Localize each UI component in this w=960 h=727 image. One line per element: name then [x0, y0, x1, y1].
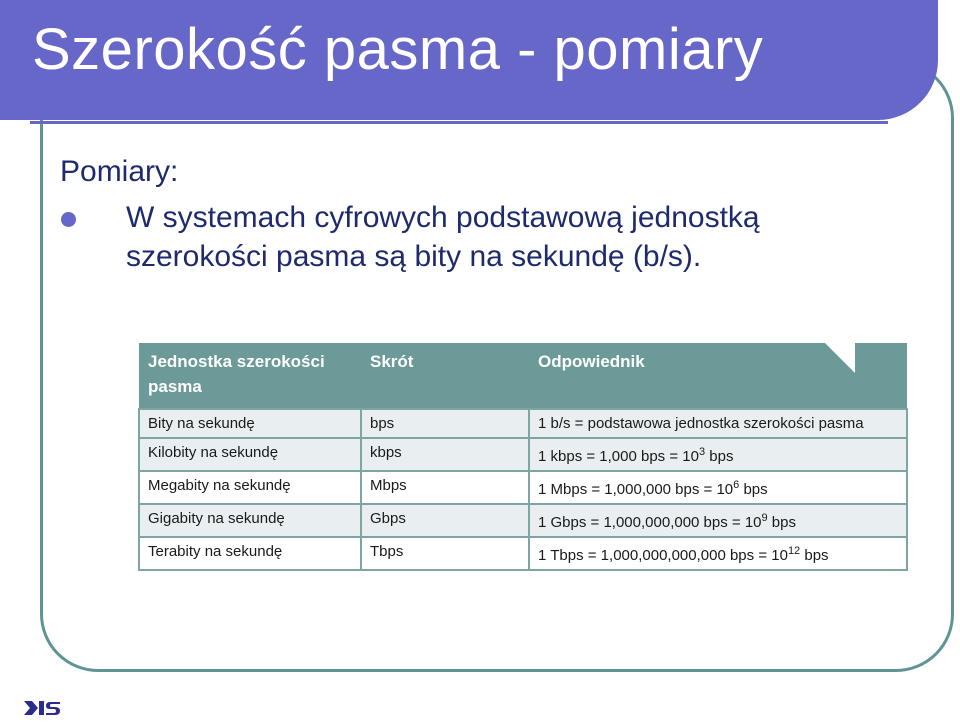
title-underline [30, 121, 888, 124]
exponent: 9 [761, 512, 768, 524]
table-row [139, 409, 907, 438]
header-abbr: Skrót [361, 343, 529, 409]
dis-logo-icon [22, 697, 62, 719]
unit-suffix: bps [767, 514, 796, 531]
table-row [139, 504, 907, 537]
equivalent-text: 1 Tbps = 1,000,000,000,000 bps = 10 [538, 547, 788, 564]
table-header-row [139, 343, 907, 409]
cell-equivalent [529, 471, 907, 504]
exponent: 6 [733, 479, 740, 491]
cell-abbr: kbps [361, 438, 529, 471]
bandwidth-table [138, 343, 864, 571]
cell-equivalent [529, 537, 907, 570]
cell-unit: Gigabity na sekundę [139, 504, 361, 537]
cell-abbr: Tbps [361, 537, 529, 570]
unit-suffix: bps [705, 448, 734, 465]
table-row [139, 537, 907, 570]
unit-suffix: bps [800, 547, 829, 564]
cell-equivalent [529, 438, 907, 471]
equivalent-text: 1 Mbps = 1,000,000 bps = 10 [538, 481, 734, 498]
cell-abbr: Mbps [361, 471, 529, 504]
slide-title: Szerokość pasma - pomiary [32, 17, 764, 82]
cell-unit: Kilobity na sekundę [139, 438, 361, 471]
cell-abbr: Gbps [361, 504, 529, 537]
cell-unit: Terabity na sekundę [139, 537, 361, 570]
header-corner-cut [825, 343, 855, 373]
equivalent-text: 1 Gbps = 1,000,000,000 bps = 10 [538, 514, 762, 531]
title-bar [0, 0, 938, 120]
header-unit: Jednostka szerokości pasma [139, 343, 361, 409]
equivalent-text: 1 kbps = 1,000 bps = 10 [538, 448, 699, 465]
lead-text: Pomiary: [60, 155, 179, 188]
unit-suffix: bps [739, 481, 768, 498]
exponent: 3 [698, 446, 706, 458]
cell-abbr: bps [361, 409, 529, 438]
cell-equivalent [529, 409, 907, 438]
exponent: 12 [787, 545, 801, 557]
table-row [139, 438, 907, 471]
cell-unit: Megabity na sekundę [139, 471, 361, 504]
bullet-icon [61, 212, 76, 227]
cell-unit: Bity na sekundę [139, 409, 361, 438]
table-row [139, 471, 907, 504]
cell-equivalent [529, 504, 907, 537]
header-equivalent: Odpowiednik [529, 343, 907, 409]
bullet-text: W systemach cyfrowych podstawową jednostką szerokości pasma są bity na sekundę (b/s). [126, 201, 760, 273]
equivalent-text: 1 b/s = podstawowa jednostka szerokości pasma [538, 415, 864, 432]
